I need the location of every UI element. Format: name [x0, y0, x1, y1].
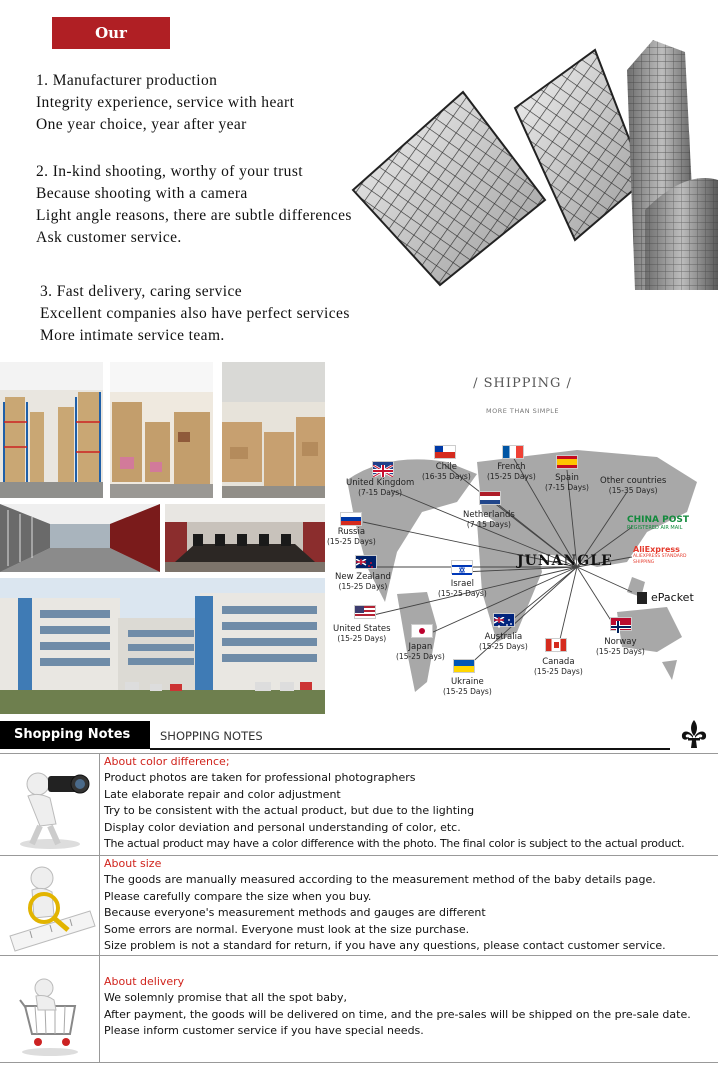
note-line: After payment, the goods will be delivered on time, and the pre-sales will be shipped on the pre-sale date. — [104, 1007, 691, 1021]
advantage-line: 3. Fast delivery, caring service — [40, 283, 243, 300]
note-title: About delivery — [104, 975, 185, 988]
factory-photos — [0, 362, 325, 714]
fleur-de-lis-icon — [680, 719, 708, 749]
advantage-line: More intimate service team. — [40, 327, 225, 344]
country-label-united-states: United States (15-25 Days) — [333, 624, 391, 643]
country-label-spain: Spain (7-15 Days) — [545, 473, 589, 492]
warehouse-photo — [110, 362, 213, 498]
advantage-line: Ask customer service. — [36, 229, 182, 246]
note-delivery — [0, 955, 718, 1063]
country-label-french: French (15-25 Days) — [487, 462, 536, 481]
note-line: Please inform customer service if you have special needs. — [104, 1024, 424, 1037]
shipping-title: / SHIPPING / — [473, 376, 572, 391]
country-label-ukraine: Ukraine (15-25 Days) — [443, 677, 492, 696]
country-label-chile: Chile (16-35 Days) — [422, 462, 471, 481]
chile-flag-icon — [434, 445, 456, 459]
note-text — [104, 754, 718, 853]
meeting-room-photo — [165, 504, 325, 572]
warehouse-photo — [222, 362, 325, 498]
advantage-line: Because shooting with a camera — [36, 185, 248, 202]
australia-flag-icon — [493, 613, 515, 627]
epacket-icon — [637, 592, 647, 604]
uk-flag-icon — [372, 461, 394, 475]
epacket-label: ePacket — [651, 591, 694, 604]
note-line: Late elaborate repair and color adjustment — [104, 787, 341, 801]
russia-flag-icon — [340, 512, 362, 526]
epacket-logo — [637, 587, 694, 606]
france-flag-icon — [502, 445, 524, 459]
glass-building-image — [345, 40, 718, 290]
country-label-united-kingdom: United Kingdom (7-15 Days) — [346, 478, 415, 497]
canada-flag-icon — [545, 638, 567, 652]
country-label-norway: Norway (15-25 Days) — [596, 637, 645, 656]
advantage-section — [0, 0, 718, 360]
note-title: About color difference; — [104, 755, 230, 768]
note-text — [104, 856, 718, 955]
country-label-japan: Japan (15-25 Days) — [396, 642, 445, 661]
norway-flag-icon — [610, 617, 632, 631]
advantage-line: Excellent companies also have perfect services — [40, 305, 350, 322]
measuring-figure-image — [0, 856, 100, 955]
office-corridor-photo — [0, 504, 160, 572]
country-label-australia: Australia (15-25 Days) — [479, 632, 528, 651]
country-label-russia: Russia (15-25 Days) — [327, 527, 376, 546]
advantage-line: 2. In-kind shooting, worthy of your trust — [36, 163, 303, 180]
israel-flag-icon — [451, 560, 473, 574]
country-label-new-zealand: New Zealand (15-25 Days) — [335, 572, 391, 591]
photographer-figure-image — [0, 754, 100, 855]
china-post-logo — [627, 515, 689, 531]
note-line: The actual product may have a color difference with the photo. The final color is subject to the actual product. — [104, 837, 685, 850]
new-zealand-flag-icon — [355, 555, 377, 569]
china-post-label: CHINA POST — [627, 515, 689, 525]
note-line: Try to be consistent with the actual product, but due to the lighting — [104, 804, 475, 817]
note-line: Because everyone's measurement methods and gauges are different — [104, 906, 486, 919]
note-title: About size — [104, 857, 162, 870]
country-label-canada: Canada (15-25 Days) — [534, 657, 583, 676]
warehouse-photo — [0, 362, 103, 498]
note-line: Product photos are taken for professional photographers — [104, 771, 416, 784]
divider — [150, 748, 670, 750]
advantage-line: Integrity experience, service with heart — [36, 94, 295, 111]
country-label-other-countries: Other countries (15-35 Days) — [600, 476, 667, 495]
japan-flag-icon — [411, 624, 433, 638]
shipping-subtitle: MORE THAN SIMPLE — [486, 407, 559, 415]
shopping-notes-label-secondary: SHOPPING NOTES — [160, 729, 263, 743]
aliexpress-label: AliExpress — [633, 545, 680, 554]
note-line: The goods are manually measured according to the measurement method of the baby details page. — [104, 873, 656, 886]
note-text — [104, 974, 718, 1040]
note-line: Some errors are normal. Everyone must look at the size purchase. — [104, 922, 470, 936]
advantage-badge: Our advantage — [52, 17, 170, 49]
note-color-difference — [0, 753, 718, 855]
china-post-sublabel: REGISTERED AIR MAIL — [627, 525, 683, 531]
factory-building-photo — [0, 578, 325, 714]
advantage-line: 1. Manufacturer production — [36, 72, 218, 89]
note-line: Display color deviation and personal understanding of color, etc. — [104, 820, 461, 834]
country-label-israel: Israel (15-25 Days) — [438, 579, 487, 598]
note-size — [0, 855, 718, 955]
aliexpress-logo — [633, 545, 693, 566]
advantage-line: Light angle reasons, there are subtle differences — [36, 207, 352, 224]
note-line: Please carefully compare the size when you buy. — [104, 889, 372, 903]
netherlands-flag-icon — [479, 491, 501, 505]
note-line: Size problem is not a standard for return, if you have any questions, please contact customer service. — [104, 939, 666, 952]
shopping-notes — [0, 753, 718, 1063]
spain-flag-icon — [556, 455, 578, 469]
country-label-netherlands: Netherlands (7-15 Days) — [463, 510, 515, 529]
ukraine-flag-icon — [453, 659, 475, 673]
shopping-notes-label: Shopping Notes — [0, 721, 150, 749]
shipping-map — [327, 362, 718, 714]
shopping-notes-header — [0, 719, 718, 752]
aliexpress-sublabel: ALIEXPRESS STANDARD SHIPPING — [633, 554, 687, 565]
shopping-cart-figure-image — [0, 956, 100, 1062]
usa-flag-icon — [354, 605, 376, 619]
brand-name: JUNANGLE — [517, 553, 613, 569]
note-line: We solemnly promise that all the spot baby, — [104, 991, 347, 1004]
advantage-line: One year choice, year after year — [36, 116, 247, 133]
